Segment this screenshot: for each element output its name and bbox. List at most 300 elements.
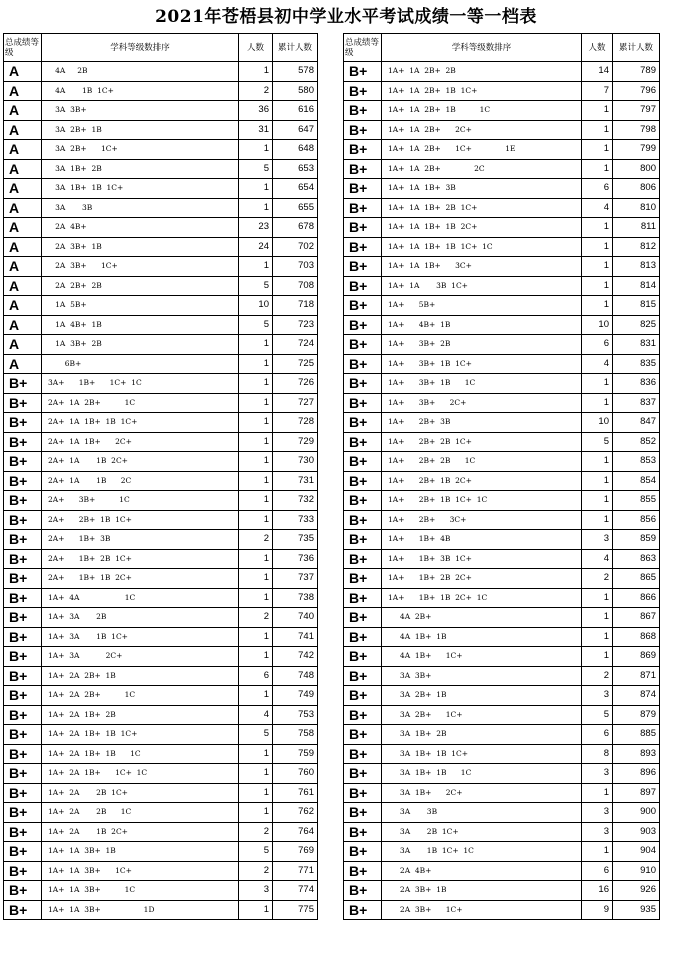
grade-cell: B+ [344, 686, 382, 706]
grade-cell: B+ [4, 822, 42, 842]
combo-cell: 3A+ 1B+ 1C+ 1C [42, 374, 239, 394]
cumulative-cell: 935 [613, 900, 660, 920]
cumulative-cell: 740 [273, 608, 318, 628]
cumulative-cell: 847 [613, 413, 660, 433]
cumulative-cell: 799 [613, 140, 660, 160]
combo-cell: 1A+ 2A 1B+ 1B 1C [42, 744, 239, 764]
cumulative-cell: 835 [613, 354, 660, 374]
combo-cell: 1A+ 2A 2B 1C+ [42, 783, 239, 803]
count-cell: 8 [582, 744, 613, 764]
grade-cell: B+ [4, 647, 42, 667]
grade-cell: B+ [4, 452, 42, 472]
grade-cell: B+ [4, 705, 42, 725]
cumulative-cell: 863 [613, 549, 660, 569]
table-row [4, 705, 318, 725]
combo-cell: 1A 5B+ [42, 296, 239, 316]
table-row [344, 237, 660, 257]
grade-cell: A [4, 62, 42, 82]
table-row [4, 159, 318, 179]
count-cell: 1 [239, 354, 273, 374]
table-row [4, 803, 318, 823]
table-row [344, 198, 660, 218]
count-cell: 1 [582, 140, 613, 160]
combo-cell: 1A+ 1A 2B+ 2C+ [382, 120, 582, 140]
header-cumulative: 累计人数 [613, 34, 660, 62]
combo-cell: 1A+ 2A 1B 2C+ [42, 822, 239, 842]
cumulative-cell: 814 [613, 276, 660, 296]
combo-cell: 1A+ 4A 1C [42, 588, 239, 608]
count-cell: 7 [582, 81, 613, 101]
count-cell: 2 [582, 569, 613, 589]
count-cell: 1 [582, 120, 613, 140]
count-cell: 2 [239, 608, 273, 628]
cumulative-cell: 702 [273, 237, 318, 257]
count-cell: 1 [239, 257, 273, 277]
cumulative-cell: 760 [273, 764, 318, 784]
combo-cell: 4A 1B 1C+ [42, 81, 239, 101]
cumulative-cell: 732 [273, 491, 318, 511]
count-cell: 3 [582, 530, 613, 550]
count-cell: 5 [239, 276, 273, 296]
count-cell: 2 [239, 822, 273, 842]
combo-cell: 3A 3B+ [42, 101, 239, 121]
table-row [4, 783, 318, 803]
cumulative-cell: 708 [273, 276, 318, 296]
cumulative-cell: 837 [613, 393, 660, 413]
cumulative-cell: 731 [273, 471, 318, 491]
grade-cell: B+ [344, 510, 382, 530]
cumulative-cell: 762 [273, 803, 318, 823]
count-cell: 1 [239, 491, 273, 511]
combo-cell: 1A+ 1A 1B+ 2B 1C+ [382, 198, 582, 218]
count-cell: 5 [582, 705, 613, 725]
count-cell: 31 [239, 120, 273, 140]
cumulative-cell: 910 [613, 861, 660, 881]
count-cell: 1 [582, 159, 613, 179]
count-cell: 1 [582, 218, 613, 238]
grade-cell: B+ [4, 783, 42, 803]
table-row [4, 471, 318, 491]
count-cell: 1 [239, 510, 273, 530]
grade-cell: B+ [344, 120, 382, 140]
grade-cell: B+ [4, 842, 42, 862]
cumulative-cell: 737 [273, 569, 318, 589]
grade-cell: B+ [344, 608, 382, 628]
count-cell: 3 [239, 881, 273, 901]
table-row [344, 627, 660, 647]
combo-cell: 1A+ 1A 3B+ 1C+ [42, 861, 239, 881]
count-cell: 1 [582, 101, 613, 121]
page-title: 2021年苍梧县初中学业水平考试成绩一等一档表 [155, 7, 537, 27]
count-cell: 3 [582, 686, 613, 706]
table-row [344, 81, 660, 101]
count-cell: 5 [582, 432, 613, 452]
count-cell: 14 [582, 62, 613, 82]
combo-cell: 1A+ 2A 1B+ 1C+ 1C [42, 764, 239, 784]
combo-cell: 2A+ 1B+ 1B 2C+ [42, 569, 239, 589]
count-cell: 1 [239, 686, 273, 706]
cumulative-cell: 726 [273, 374, 318, 394]
count-cell: 1 [582, 510, 613, 530]
count-cell: 2 [239, 530, 273, 550]
combo-cell: 2A 4B+ [42, 218, 239, 238]
grade-cell: A [4, 335, 42, 355]
table-row [4, 354, 318, 374]
grade-cell: B+ [4, 881, 42, 901]
table-body [4, 62, 318, 920]
table-row [344, 179, 660, 199]
table-body [344, 62, 660, 920]
count-cell: 1 [582, 842, 613, 862]
cumulative-cell: 866 [613, 588, 660, 608]
table-row [344, 413, 660, 433]
grade-cell: B+ [344, 842, 382, 862]
grade-cell: B+ [344, 257, 382, 277]
count-cell: 3 [582, 822, 613, 842]
combo-cell: 1A+ 3B+ 2B [382, 335, 582, 355]
grade-cell: B+ [344, 276, 382, 296]
table-row [344, 374, 660, 394]
combo-cell: 1A+ 1A 3B 1C+ [382, 276, 582, 296]
count-cell: 1 [582, 374, 613, 394]
grade-cell: A [4, 159, 42, 179]
table-row [4, 393, 318, 413]
count-cell: 23 [239, 218, 273, 238]
count-cell: 2 [239, 81, 273, 101]
table-row [4, 335, 318, 355]
grade-cell: B+ [344, 861, 382, 881]
table-row [344, 432, 660, 452]
cumulative-cell: 812 [613, 237, 660, 257]
combo-cell: 6B+ [42, 354, 239, 374]
count-cell: 2 [239, 861, 273, 881]
grade-cell: B+ [344, 159, 382, 179]
table-row [344, 549, 660, 569]
cumulative-cell: 836 [613, 374, 660, 394]
table-row [4, 432, 318, 452]
grade-cell: B+ [4, 666, 42, 686]
grade-cell: A [4, 354, 42, 374]
grade-cell: B+ [344, 393, 382, 413]
combo-cell: 2A+ 1B+ 2B 1C+ [42, 549, 239, 569]
grade-cell: B+ [344, 783, 382, 803]
cumulative-cell: 729 [273, 432, 318, 452]
combo-cell: 1A+ 2B+ 2B 1C [382, 452, 582, 472]
combo-cell: 1A+ 1A 2B+ 2C [382, 159, 582, 179]
grade-cell: B+ [344, 198, 382, 218]
cumulative-cell: 896 [613, 764, 660, 784]
cumulative-cell: 653 [273, 159, 318, 179]
grade-cell: A [4, 257, 42, 277]
table-row [4, 530, 318, 550]
combo-cell: 1A+ 1B+ 4B [382, 530, 582, 550]
cumulative-cell: 810 [613, 198, 660, 218]
combo-cell: 1A+ 2A 2B 1C [42, 803, 239, 823]
table-row [4, 101, 318, 121]
count-cell: 1 [239, 900, 273, 920]
combo-cell: 1A+ 2B+ 1B 2C+ [382, 471, 582, 491]
cumulative-cell: 753 [273, 705, 318, 725]
cumulative-cell: 616 [273, 101, 318, 121]
count-cell: 1 [239, 452, 273, 472]
grade-cell: B+ [4, 900, 42, 920]
combo-cell: 2A+ 2B+ 1B 1C+ [42, 510, 239, 530]
count-cell: 5 [239, 725, 273, 745]
count-cell: 3 [582, 764, 613, 784]
grade-cell: A [4, 198, 42, 218]
grade-cell: B+ [4, 861, 42, 881]
grade-cell: B+ [344, 822, 382, 842]
grade-cell: B+ [344, 588, 382, 608]
count-cell: 1 [239, 803, 273, 823]
cumulative-cell: 738 [273, 588, 318, 608]
grade-cell: B+ [4, 530, 42, 550]
grade-cell: B+ [344, 374, 382, 394]
grade-cell: B+ [344, 471, 382, 491]
table-row [344, 803, 660, 823]
grade-cell: B+ [344, 647, 382, 667]
table-row [344, 530, 660, 550]
count-cell: 1 [582, 257, 613, 277]
grade-cell: A [4, 81, 42, 101]
table-row [4, 861, 318, 881]
combo-cell: 3A 1B+ 1B 1C+ [42, 179, 239, 199]
count-cell: 1 [239, 549, 273, 569]
combo-cell: 1A+ 3B+ 1B 1C+ [382, 354, 582, 374]
cumulative-cell: 727 [273, 393, 318, 413]
table-row [344, 686, 660, 706]
combo-cell: 1A+ 1A 2B+ 1B 1C+ [382, 81, 582, 101]
table-row [344, 218, 660, 238]
combo-cell: 4A 1B+ 1C+ [382, 647, 582, 667]
count-cell: 4 [582, 198, 613, 218]
table-row [4, 452, 318, 472]
combo-cell: 1A+ 1B+ 1B 2C+ 1C [382, 588, 582, 608]
grade-cell: B+ [344, 296, 382, 316]
grade-cell: A [4, 315, 42, 335]
grade-cell: B+ [344, 315, 382, 335]
cumulative-cell: 759 [273, 744, 318, 764]
cumulative-cell: 748 [273, 666, 318, 686]
combo-cell: 1A+ 1A 1B+ 1B 2C+ [382, 218, 582, 238]
count-cell: 6 [582, 179, 613, 199]
combo-cell: 3A 2B 1C+ [382, 822, 582, 842]
table-row [4, 257, 318, 277]
combo-cell: 1A+ 1A 1B+ 1B 1C+ 1C [382, 237, 582, 257]
combo-cell: 1A+ 1A 2B+ 1B 1C [382, 101, 582, 121]
grade-cell: B+ [344, 140, 382, 160]
cumulative-cell: 655 [273, 198, 318, 218]
combo-cell: 4A 2B [42, 62, 239, 82]
combo-cell: 3A 3B [42, 198, 239, 218]
count-cell: 1 [239, 647, 273, 667]
cumulative-cell: 897 [613, 783, 660, 803]
cumulative-cell: 678 [273, 218, 318, 238]
count-cell: 5 [239, 159, 273, 179]
count-cell: 1 [582, 588, 613, 608]
combo-cell: 2A+ 3B+ 1C [42, 491, 239, 511]
cumulative-cell: 580 [273, 81, 318, 101]
grade-cell: B+ [4, 413, 42, 433]
table-row [4, 666, 318, 686]
table-row [344, 725, 660, 745]
cumulative-cell: 733 [273, 510, 318, 530]
table-row [4, 510, 318, 530]
table-row [344, 296, 660, 316]
cumulative-cell: 741 [273, 627, 318, 647]
cumulative-cell: 871 [613, 666, 660, 686]
count-cell: 16 [582, 881, 613, 901]
cumulative-cell: 749 [273, 686, 318, 706]
combo-cell: 2A+ 1A 2B+ 1C [42, 393, 239, 413]
combo-cell: 1A+ 3A 2B [42, 608, 239, 628]
table-row [344, 861, 660, 881]
combo-cell: 2A 2B+ 2B [42, 276, 239, 296]
cumulative-cell: 800 [613, 159, 660, 179]
cumulative-cell: 867 [613, 608, 660, 628]
table-row [344, 705, 660, 725]
cumulative-cell: 758 [273, 725, 318, 745]
table-row [344, 140, 660, 160]
count-cell: 1 [582, 608, 613, 628]
cumulative-cell: 730 [273, 452, 318, 472]
combo-cell: 1A+ 2A 2B+ 1C [42, 686, 239, 706]
grade-cell: B+ [344, 627, 382, 647]
cumulative-cell: 764 [273, 822, 318, 842]
cumulative-cell: 724 [273, 335, 318, 355]
combo-cell: 3A 1B+ 2C+ [382, 783, 582, 803]
grade-cell: B+ [344, 530, 382, 550]
grade-cell: B+ [344, 452, 382, 472]
table-row [4, 569, 318, 589]
header-row [344, 34, 660, 62]
table-row [4, 647, 318, 667]
grade-cell: A [4, 120, 42, 140]
cumulative-cell: 796 [613, 81, 660, 101]
combo-cell: 1A+ 5B+ [382, 296, 582, 316]
table-row [4, 296, 318, 316]
count-cell: 6 [582, 725, 613, 745]
grade-table-right [343, 33, 660, 920]
table-row [344, 666, 660, 686]
count-cell: 3 [582, 803, 613, 823]
grade-cell: B+ [344, 725, 382, 745]
table-row [344, 647, 660, 667]
count-cell: 1 [582, 296, 613, 316]
count-cell: 4 [582, 549, 613, 569]
cumulative-cell: 879 [613, 705, 660, 725]
header-combo: 学科等级数排序 [42, 34, 239, 62]
grade-cell: A [4, 179, 42, 199]
cumulative-cell: 647 [273, 120, 318, 140]
combo-cell: 3A 3B [382, 803, 582, 823]
cumulative-cell: 769 [273, 842, 318, 862]
table-row [4, 140, 318, 160]
combo-cell: 1A+ 3B+ 1B 1C [382, 374, 582, 394]
combo-cell: 3A 1B+ 2B [42, 159, 239, 179]
count-cell: 1 [239, 627, 273, 647]
table-row [4, 413, 318, 433]
combo-cell: 1A+ 1A 2B+ 1C+ 1E [382, 140, 582, 160]
combo-cell: 1A+ 2B+ 3C+ [382, 510, 582, 530]
table-row [344, 276, 660, 296]
grade-cell: B+ [4, 803, 42, 823]
table-row [4, 218, 318, 238]
table-row [344, 159, 660, 179]
combo-cell: 1A 4B+ 1B [42, 315, 239, 335]
table-row [344, 783, 660, 803]
table-row [344, 764, 660, 784]
grade-cell: B+ [344, 413, 382, 433]
cumulative-cell: 868 [613, 627, 660, 647]
table-row [4, 608, 318, 628]
grade-cell: B+ [344, 491, 382, 511]
cumulative-cell: 771 [273, 861, 318, 881]
cumulative-cell: 874 [613, 686, 660, 706]
table-row [344, 510, 660, 530]
count-cell: 6 [582, 335, 613, 355]
grade-cell: B+ [344, 881, 382, 901]
grade-cell: B+ [344, 179, 382, 199]
combo-cell: 3A 1B+ 1B 1C [382, 764, 582, 784]
count-cell: 1 [582, 491, 613, 511]
table-row [4, 374, 318, 394]
count-cell: 4 [239, 705, 273, 725]
table-row [4, 120, 318, 140]
table-row [344, 101, 660, 121]
header-row [4, 34, 318, 62]
count-cell: 1 [239, 374, 273, 394]
combo-cell: 1A+ 1A 3B+ 1B [42, 842, 239, 862]
cumulative-cell: 789 [613, 62, 660, 82]
cumulative-cell: 735 [273, 530, 318, 550]
cumulative-cell: 761 [273, 783, 318, 803]
combo-cell: 1A+ 3A 1B 1C+ [42, 627, 239, 647]
header-count: 人数 [582, 34, 613, 62]
table-row [344, 822, 660, 842]
table-row [4, 276, 318, 296]
grade-cell: B+ [4, 764, 42, 784]
table-row [4, 198, 318, 218]
combo-cell: 3A 2B+ 1C+ [42, 140, 239, 160]
table-row [4, 237, 318, 257]
table-row [4, 627, 318, 647]
count-cell: 24 [239, 237, 273, 257]
count-cell: 1 [239, 764, 273, 784]
grade-cell: B+ [344, 62, 382, 82]
grade-cell: B+ [4, 569, 42, 589]
combo-cell: 1A+ 1A 3B+ 1D [42, 900, 239, 920]
cumulative-cell: 854 [613, 471, 660, 491]
combo-cell: 1A 3B+ 2B [42, 335, 239, 355]
grade-cell: B+ [4, 549, 42, 569]
count-cell: 1 [582, 471, 613, 491]
combo-cell: 2A+ 1A 1B+ 1B 1C+ [42, 413, 239, 433]
table-row [344, 588, 660, 608]
table-row [344, 881, 660, 901]
table-row [4, 842, 318, 862]
combo-cell: 3A 3B+ [382, 666, 582, 686]
count-cell: 1 [239, 588, 273, 608]
cumulative-cell: 718 [273, 296, 318, 316]
table-row [344, 491, 660, 511]
count-cell: 1 [239, 432, 273, 452]
combo-cell: 1A+ 3B+ 2C+ [382, 393, 582, 413]
grade-cell: A [4, 276, 42, 296]
table-row [344, 842, 660, 862]
table-row [344, 471, 660, 491]
grade-cell: B+ [344, 335, 382, 355]
